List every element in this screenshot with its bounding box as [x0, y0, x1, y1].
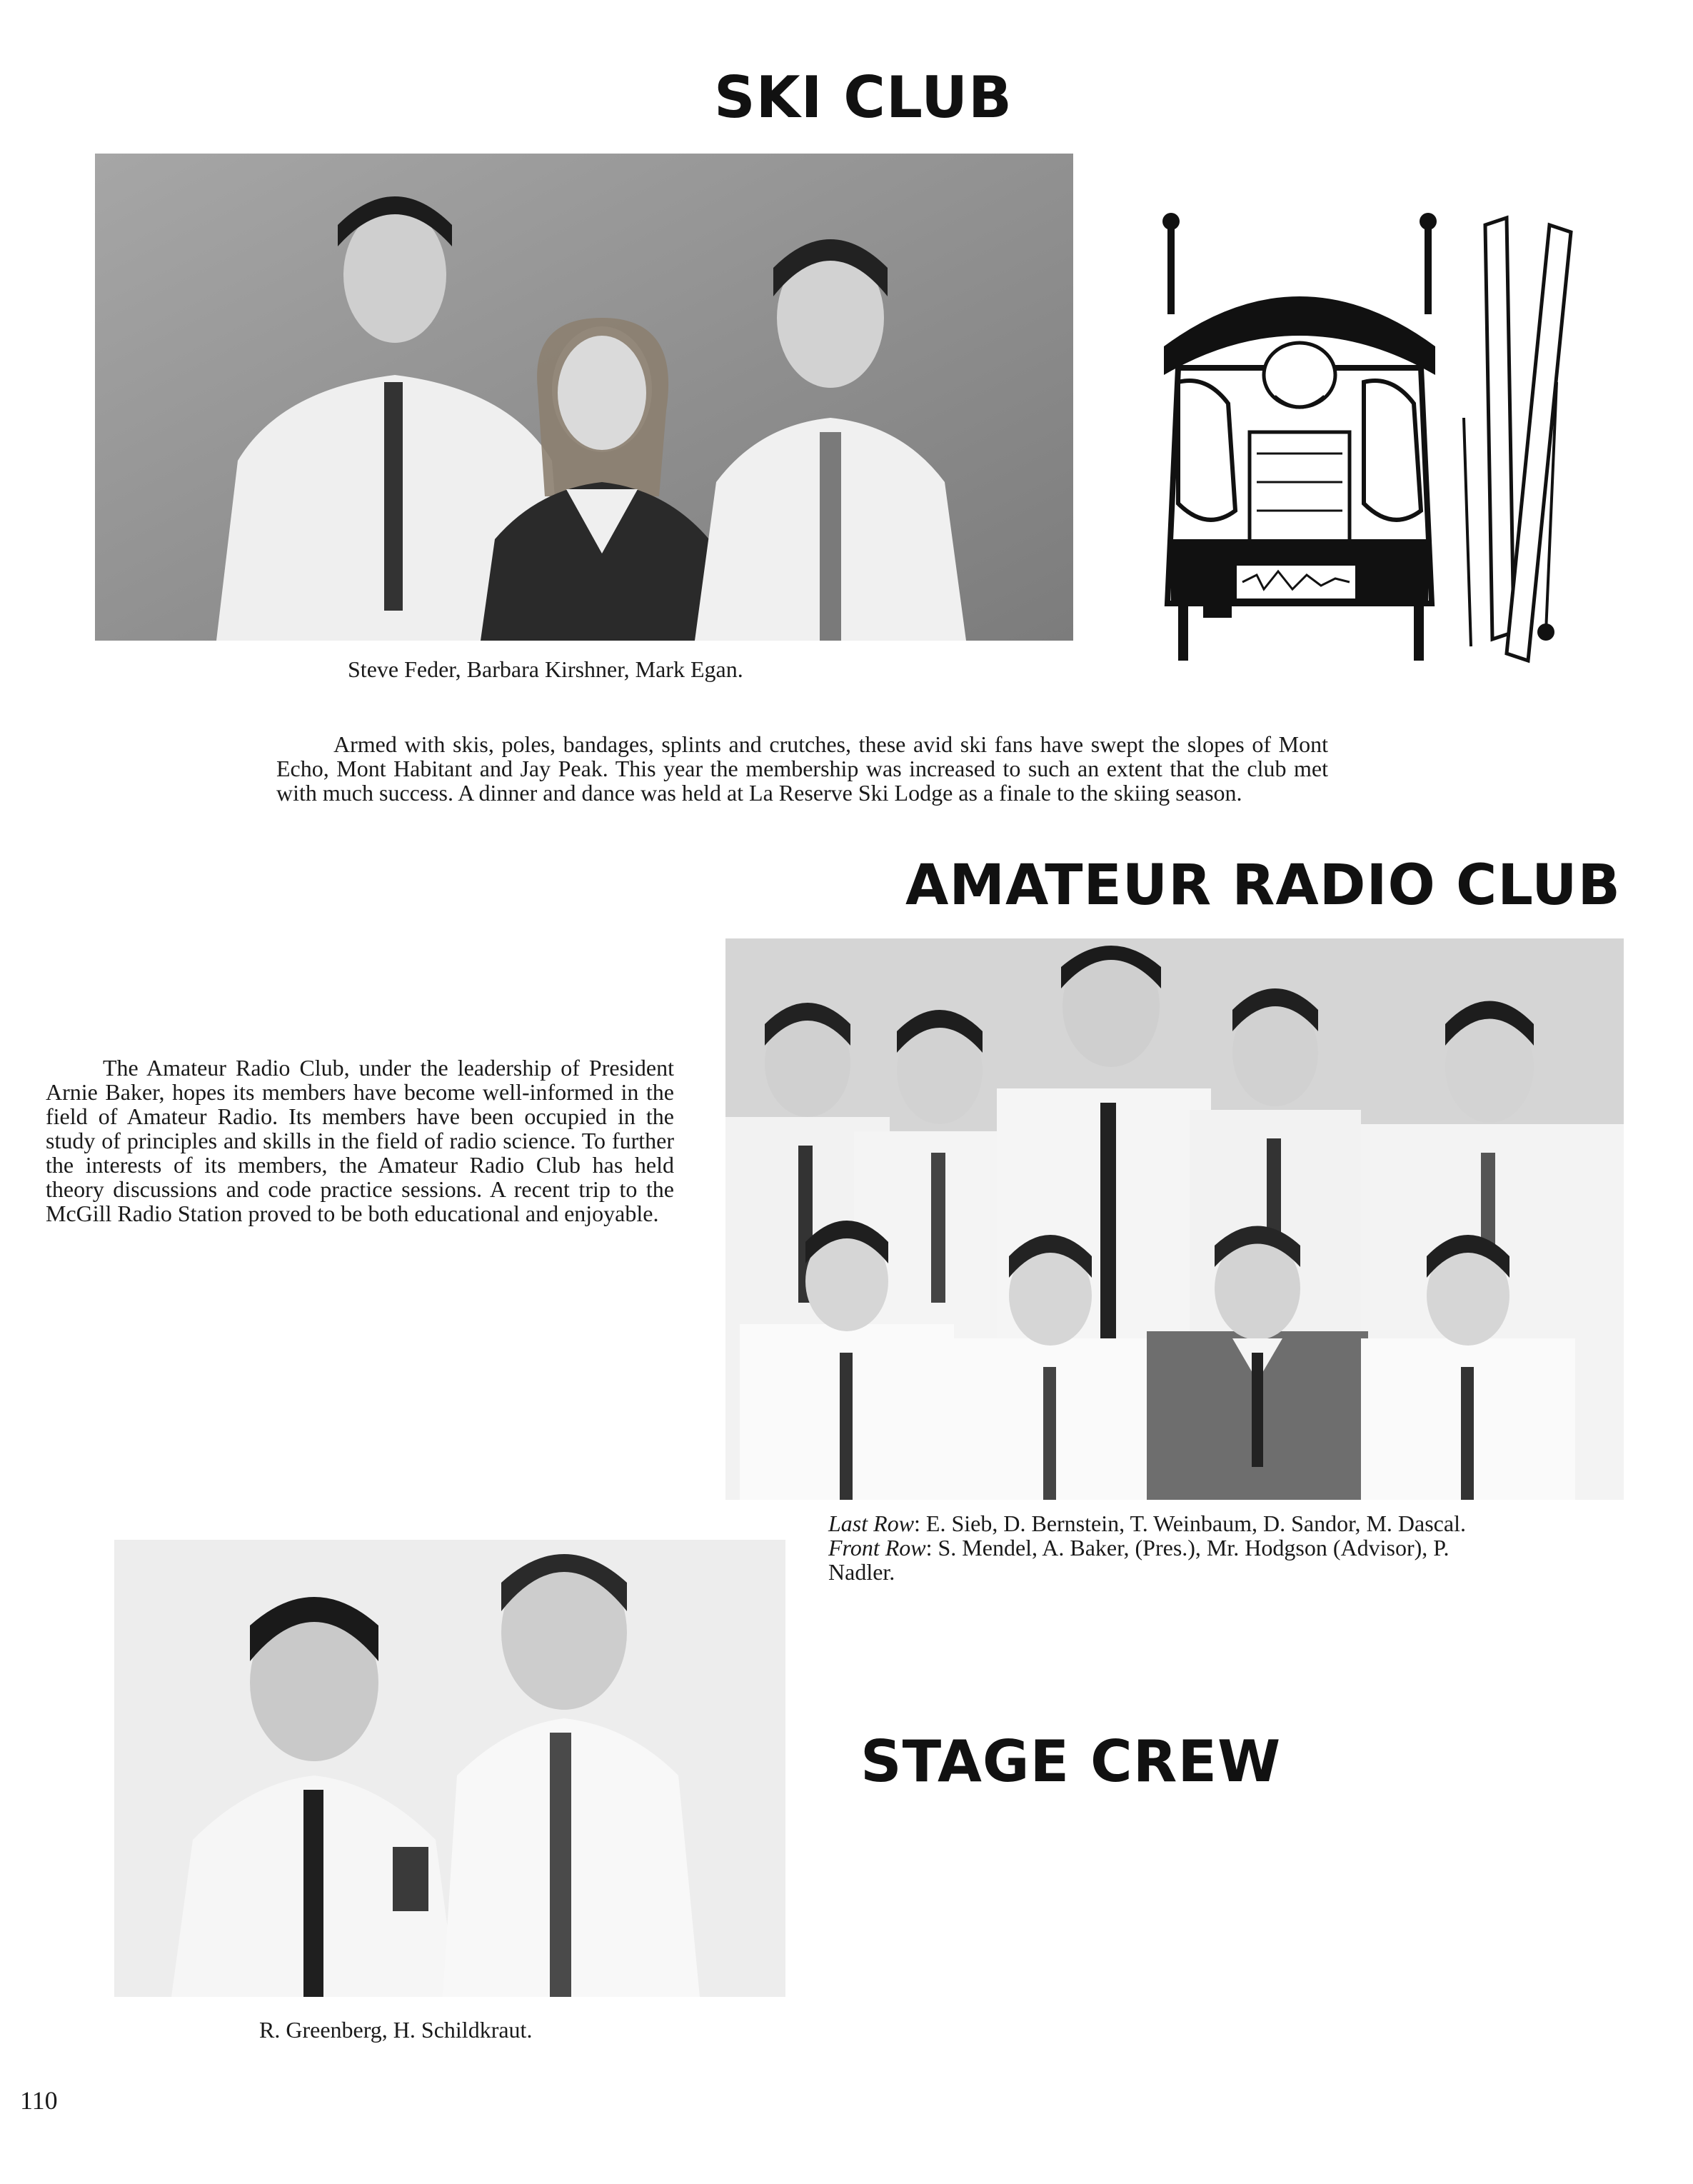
stage-crew-photo — [114, 1540, 785, 1997]
stage-crew-photo-caption: R. Greenberg, H. Schildkraut. — [259, 2017, 533, 2043]
ski-club-photo-caption: Steve Feder, Barbara Kirshner, Mark Egan. — [348, 656, 743, 682]
front-row-names: : S. Mendel, A. Baker, (Pres.), Mr. Hodgson (Advisor), P. Nadler. — [828, 1535, 1450, 1585]
amateur-radio-club-paragraph: The Amateur Radio Club, under the leadership of President Arnie Baker, hopes its members have become well-informed in the field of Amateur Radio. Its members have been occupied in the study of principles and skills in the field of radio science. To further the interests of its members, the Amateur Radio Club has held theory discussions and code practice sessions. A recent trip to the McGill Radio Station proved to be both educational and enjoyable. — [46, 1055, 674, 1226]
front-row-label: Front Row — [828, 1535, 926, 1561]
amateur-radio-club-photo — [725, 938, 1624, 1500]
skier-cartoon-drawing — [1150, 204, 1578, 675]
stage-crew-heading: STAGE CREW — [860, 1728, 1282, 1795]
last-row-names: : E. Sieb, D. Bernstein, T. Weinbaum, D. Sandor, M. Dascal. — [914, 1511, 1466, 1536]
last-row-label: Last Row — [828, 1511, 915, 1536]
amateur-radio-club-heading: AMATEUR RADIO CLUB — [905, 853, 1621, 918]
amateur-radio-club-caption — [828, 1511, 1514, 1584]
page-number: 110 — [20, 2086, 58, 2115]
ski-club-heading: SKI CLUB — [714, 64, 1013, 131]
ski-club-photo — [95, 154, 1073, 641]
ski-club-paragraph: Armed with skis, poles, bandages, splints and crutches, these avid ski fans have swept the slopes of Mont Echo, Mont Habitant and Jay Peak. This year the membership was increased to such an extent that the club met with much success. A dinner and dance was held at La Reserve Ski Lodge as a finale to the skiing season. — [276, 731, 1328, 806]
